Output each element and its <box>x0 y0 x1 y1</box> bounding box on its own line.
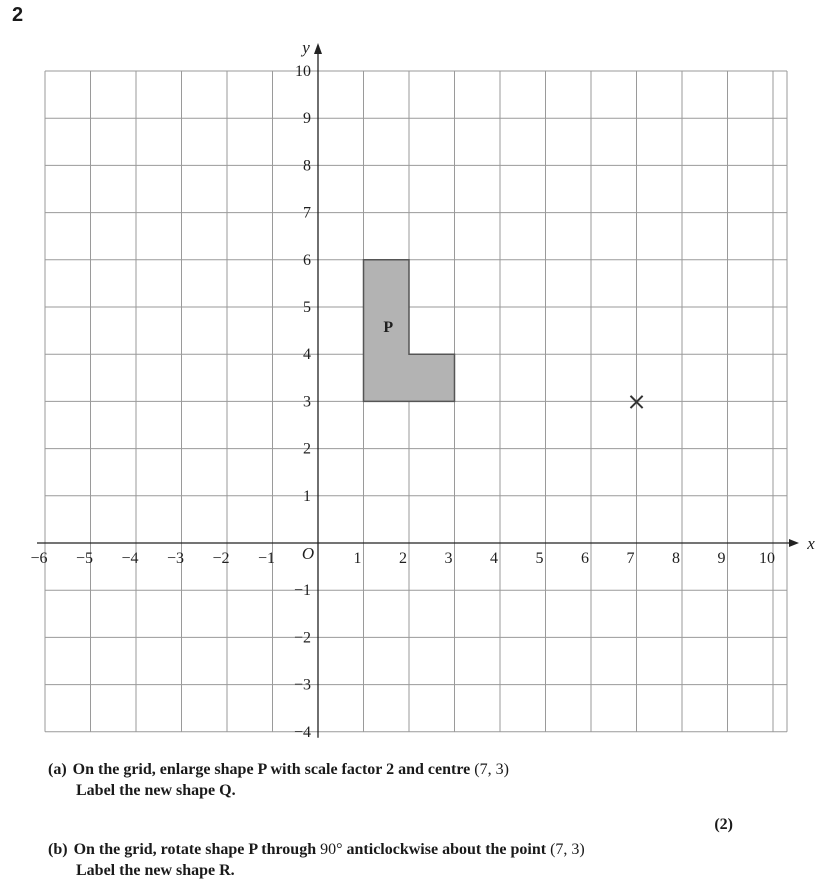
x-tick-label: −3 <box>166 550 185 567</box>
x-tick-label: 8 <box>672 550 680 567</box>
part-b-line2 <box>76 861 235 881</box>
x-tick-label: −4 <box>121 550 139 567</box>
part-b-label: (b) <box>48 841 68 858</box>
part-b-angle: 90° <box>320 841 343 858</box>
x-tick-label: 2 <box>399 550 407 567</box>
y-tick-label: 8 <box>303 157 311 175</box>
x-tick-label: −6 <box>30 550 48 567</box>
x-tick-label: −1 <box>257 550 276 567</box>
y-tick-label: 4 <box>303 346 311 364</box>
part-a <box>48 760 509 780</box>
y-axis-name: y <box>302 38 310 57</box>
y-axis-arrow <box>314 43 322 54</box>
x-tick-label: 9 <box>717 550 726 567</box>
y-tick-label: −3 <box>293 676 311 694</box>
origin-label: O <box>301 544 315 563</box>
x-tick-label: 1 <box>353 550 362 567</box>
part-a-centre-point: (7, 3) <box>474 761 509 778</box>
y-tick-label: 6 <box>303 251 311 269</box>
part-b <box>48 840 585 860</box>
x-tick-label: −2 <box>212 550 230 567</box>
shape-layer <box>364 260 647 416</box>
y-tick-label: 7 <box>303 204 311 222</box>
x-axis-arrow <box>789 539 799 547</box>
x-tick-label: 10 <box>759 550 775 567</box>
x-tick-label: 5 <box>535 550 544 567</box>
part-a-text-line2: Label the new shape Q. <box>76 782 236 799</box>
x-tick-label: −5 <box>75 550 94 567</box>
x-axis-name: x <box>807 534 815 553</box>
centre-mark-cross: × <box>626 387 647 416</box>
part-b-text-post: anticlockwise about the point <box>346 841 547 858</box>
part-b-text-line2: Label the new shape R. <box>76 862 235 879</box>
part-a-label: (a) <box>48 761 67 778</box>
question-number: 2 <box>12 4 24 26</box>
x-tick-label: 6 <box>581 550 589 567</box>
x-tick-label: 4 <box>490 550 498 567</box>
y-tick-label: −1 <box>293 582 311 600</box>
y-tick-label: 2 <box>303 440 311 458</box>
y-tick-label: −2 <box>293 629 311 647</box>
y-tick-label: 9 <box>303 110 311 128</box>
part-a-line2 <box>76 781 236 801</box>
part-b-rotation-point: (7, 3) <box>550 841 585 858</box>
y-tick-label: 1 <box>303 487 311 505</box>
shape-p <box>364 260 455 402</box>
marks-a: (2) <box>714 816 733 833</box>
shape-p-label: P <box>383 318 394 336</box>
x-tick-label: 3 <box>444 550 453 567</box>
y-tick-label: −4 <box>293 723 311 741</box>
part-b-text-pre: On the grid, rotate shape P through <box>73 841 317 858</box>
x-tick-label: 7 <box>626 550 635 567</box>
y-tick-label: 10 <box>295 63 311 80</box>
y-tick-label: 5 <box>303 299 311 316</box>
y-tick-label: 3 <box>303 393 311 411</box>
part-a-text-line1: On the grid, enlarge shape P with scale factor 2 and centre <box>72 761 471 778</box>
